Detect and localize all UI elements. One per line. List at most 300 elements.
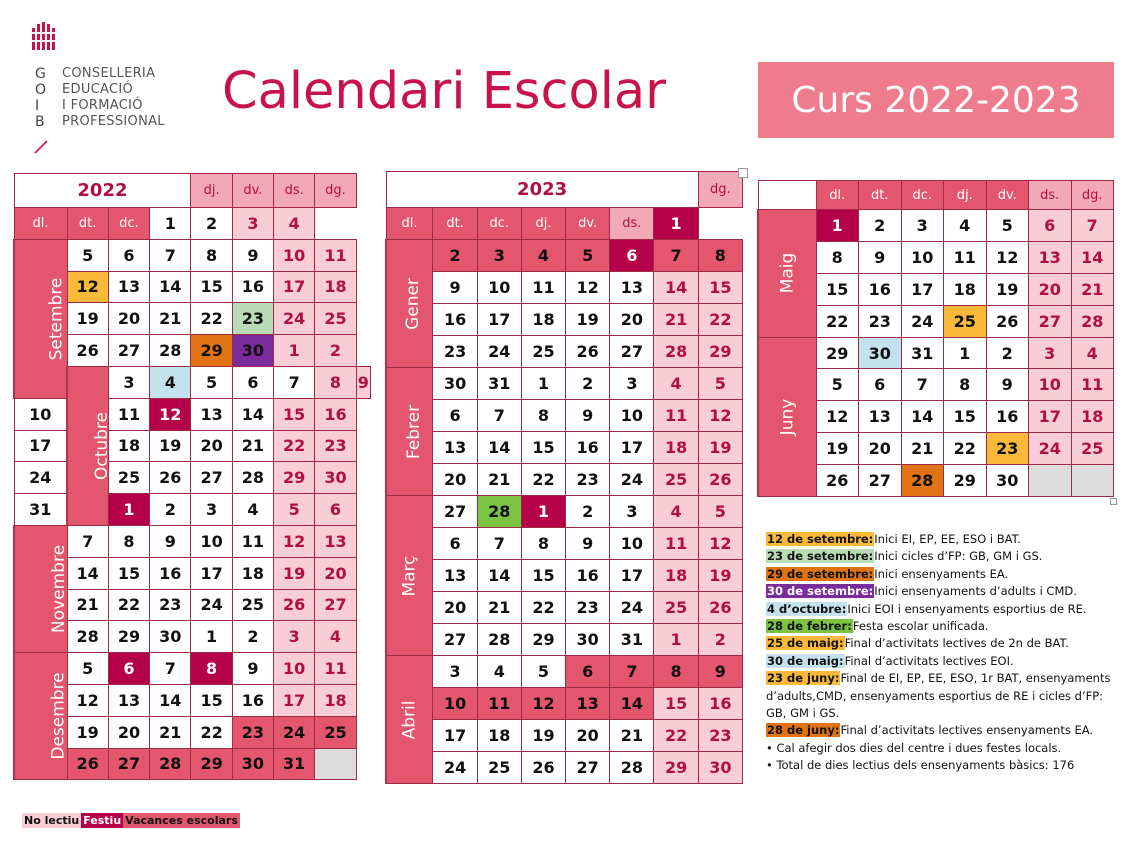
week-row <box>386 720 743 752</box>
legend-date: 28 de juny: <box>767 723 840 738</box>
weekday-header: dt. <box>67 208 108 240</box>
legend-item <box>766 618 1126 635</box>
day-cell: 16 <box>698 688 742 720</box>
legend-date: 28 de febrer: <box>767 619 852 634</box>
month-name: Juny <box>777 398 798 436</box>
week-row <box>386 528 743 560</box>
week-row <box>386 656 743 688</box>
day-cell: 29 <box>654 752 698 784</box>
legend-item <box>766 653 1126 670</box>
day-cell: 6 <box>108 239 149 271</box>
day-cell: 24 <box>901 305 944 337</box>
day-cell: 9 <box>566 528 610 560</box>
day-cell: 23 <box>566 464 610 496</box>
day-cell: 19 <box>274 557 315 589</box>
day-cell: 6 <box>232 366 273 398</box>
logo-letters <box>35 66 46 130</box>
day-cell: 2 <box>566 368 610 400</box>
legend-text: Inici EI, EP, EE, ESO i BAT. <box>874 532 1021 546</box>
day-cell: 31 <box>274 748 315 780</box>
day-cell: 29 <box>108 621 149 653</box>
day-cell: 17 <box>433 720 477 752</box>
day-cell: 24 <box>274 716 315 748</box>
day-cell: 22 <box>521 592 565 624</box>
month-label <box>14 525 70 652</box>
day-cell: 22 <box>521 464 565 496</box>
day-cell: 28 <box>477 496 521 528</box>
week-row <box>386 208 743 240</box>
logo-letter: B <box>35 114 45 130</box>
legend-date: 30 de setembre: <box>767 584 874 599</box>
day-cell: 14 <box>610 688 654 720</box>
day-cell: 13 <box>315 525 356 557</box>
day-cell: 25 <box>1071 433 1114 465</box>
key-no-lectiu: No lectiu <box>24 814 80 827</box>
day-cell: 14 <box>232 398 273 430</box>
day-cell: 3 <box>477 240 521 272</box>
day-cell: 18 <box>477 720 521 752</box>
day-cell: 6 <box>433 400 477 432</box>
day-cell: 6 <box>859 369 902 401</box>
legend-item <box>766 635 1126 652</box>
day-cell: 6 <box>315 494 356 526</box>
day-cell: 17 <box>191 557 232 589</box>
day-cell: 16 <box>566 560 610 592</box>
day-cell: 12 <box>986 241 1029 273</box>
weekday-header: dc. <box>477 208 521 240</box>
day-cell: 1 <box>274 335 315 367</box>
legend-text: Final d’activitats lectives ensenyaments EA. <box>840 723 1094 738</box>
day-cell: 26 <box>816 465 859 497</box>
day-cell: 16 <box>566 432 610 464</box>
day-cell: 26 <box>521 752 565 784</box>
month-name: Març <box>399 554 420 597</box>
day-cell: 24 <box>191 589 232 621</box>
day-cell: 14 <box>477 432 521 464</box>
day-cell: 4 <box>654 496 698 528</box>
day-cell: 9 <box>232 653 273 685</box>
day-cell: 29 <box>191 335 232 367</box>
day-cell: 3 <box>433 656 477 688</box>
week-row <box>386 304 743 336</box>
day-cell: 15 <box>521 560 565 592</box>
day-cell: 20 <box>433 592 477 624</box>
day-cell: 20 <box>108 303 149 335</box>
day-cell: 10 <box>901 241 944 273</box>
week-row <box>386 368 743 400</box>
day-cell: 13 <box>108 271 149 303</box>
day-cell: 18 <box>1071 401 1114 433</box>
day-cell: 8 <box>108 525 149 557</box>
logo-slash-icon <box>34 140 48 154</box>
day-cell: 2 <box>859 210 902 242</box>
day-cell: 5 <box>191 366 232 398</box>
day-cell: 19 <box>521 720 565 752</box>
day-cell: 11 <box>315 239 356 271</box>
week-row <box>386 592 743 624</box>
legend-item <box>766 566 1126 583</box>
day-cell: 19 <box>698 560 742 592</box>
day-cell: 27 <box>433 624 477 656</box>
day-cell: 8 <box>654 656 698 688</box>
day-cell: 19 <box>67 716 108 748</box>
day-cell: 25 <box>315 716 356 748</box>
legend-text: Inici ensenyaments d’adults i CMD. <box>874 584 1077 599</box>
day-cell: 5 <box>566 240 610 272</box>
legend-date: 30 de maig: <box>767 653 844 668</box>
day-cell: 10 <box>610 400 654 432</box>
day-cell: 12 <box>698 528 742 560</box>
week-row <box>386 464 743 496</box>
day-cell: 7 <box>150 239 191 271</box>
day-cell: 3 <box>901 210 944 242</box>
weekday-header: dj. <box>521 208 565 240</box>
day-cell: 10 <box>610 528 654 560</box>
legend-date: 29 de setembre: <box>767 566 874 581</box>
day-cell: 21 <box>477 464 521 496</box>
logo-letter: G <box>35 66 46 82</box>
day-cell: 12 <box>67 684 108 716</box>
day-cell: 21 <box>150 303 191 335</box>
legend-text: Inici ensenyaments EA. <box>874 566 1009 581</box>
day-cell: 28 <box>610 752 654 784</box>
day-cell: 12 <box>150 398 191 430</box>
day-cell: 4 <box>654 368 698 400</box>
day-cell: 24 <box>477 336 521 368</box>
day-cell: 8 <box>944 369 987 401</box>
day-cell: 22 <box>654 720 698 752</box>
month-name: Abril <box>399 700 420 739</box>
day-cell: 1 <box>150 208 191 240</box>
year-label: 2023 <box>386 172 698 208</box>
day-cell: 29 <box>521 624 565 656</box>
legend-item <box>766 722 1126 739</box>
week-row <box>386 624 743 656</box>
day-cell: 1 <box>191 621 232 653</box>
day-cell: 20 <box>566 720 610 752</box>
day-cell: 20 <box>1029 273 1072 305</box>
day-cell: 27 <box>610 336 654 368</box>
day-cell: 17 <box>274 684 315 716</box>
legend-date: 23 de juny: <box>767 671 840 686</box>
day-cell: 17 <box>610 432 654 464</box>
legend-item <box>766 548 1126 565</box>
weekday-header: dc. <box>901 181 944 210</box>
day-cell: 2 <box>150 494 191 526</box>
week-row <box>386 400 743 432</box>
day-cell: 23 <box>566 592 610 624</box>
weekday-header: dl. <box>816 181 859 210</box>
day-cell: 11 <box>315 653 356 685</box>
week-row <box>386 560 743 592</box>
day-cell: 8 <box>191 653 232 685</box>
day-cell: 22 <box>191 303 232 335</box>
table-resize-handle[interactable] <box>1110 498 1117 505</box>
logo-emblem-icon <box>32 22 58 54</box>
day-cell: 11 <box>1071 369 1114 401</box>
day-cell: 24 <box>610 592 654 624</box>
day-cell: 11 <box>521 272 565 304</box>
day-cell: 8 <box>191 239 232 271</box>
day-cell: 22 <box>108 589 149 621</box>
day-cell: 27 <box>566 752 610 784</box>
day-cell: 21 <box>610 720 654 752</box>
day-cell: 5 <box>67 239 108 271</box>
day-cell: 30 <box>433 368 477 400</box>
day-cell: 5 <box>986 210 1029 242</box>
day-cell: 29 <box>944 465 987 497</box>
day-cell: 22 <box>191 716 232 748</box>
day-cell: 28 <box>150 335 191 367</box>
month-name: Desembre <box>48 672 69 760</box>
weekday-header: dc. <box>108 208 149 240</box>
legend-date: 25 de maig: <box>767 636 844 651</box>
day-cell: 29 <box>698 336 742 368</box>
day-cell: 6 <box>433 528 477 560</box>
day-cell: 15 <box>108 557 149 589</box>
legend-date: 23 de setembre: <box>767 549 874 564</box>
day-cell: 6 <box>1029 210 1072 242</box>
day-cell: 9 <box>986 369 1029 401</box>
day-cell: 10 <box>14 398 67 430</box>
day-cell: 30 <box>698 752 742 784</box>
day-cell: 25 <box>654 592 698 624</box>
day-cell: 14 <box>901 401 944 433</box>
day-cell: 1 <box>816 210 859 242</box>
day-cell: 9 <box>356 366 370 398</box>
day-cell: 27 <box>1029 305 1072 337</box>
week-row <box>386 688 743 720</box>
day-cell: 3 <box>1029 337 1072 369</box>
weekday-header: dg. <box>315 174 356 208</box>
day-cell: 10 <box>1029 369 1072 401</box>
day-cell: 18 <box>232 557 273 589</box>
day-cell: 9 <box>150 525 191 557</box>
day-cell: 14 <box>1071 241 1114 273</box>
day-cell: 7 <box>67 525 108 557</box>
day-cell: 31 <box>14 494 67 526</box>
day-cell: 29 <box>816 337 859 369</box>
day-cell: 8 <box>816 241 859 273</box>
day-cell: 20 <box>859 433 902 465</box>
day-cell: 15 <box>944 401 987 433</box>
day-cell: 24 <box>610 464 654 496</box>
header-corner <box>758 181 816 210</box>
day-cell: 26 <box>698 592 742 624</box>
day-cell: 23 <box>986 433 1029 465</box>
day-cell: 7 <box>477 400 521 432</box>
day-cell: 5 <box>816 369 859 401</box>
day-cell: 13 <box>859 401 902 433</box>
day-cell: 18 <box>315 271 356 303</box>
day-cell: 6 <box>566 656 610 688</box>
weekday-header: dv. <box>232 174 273 208</box>
day-cell: 13 <box>566 688 610 720</box>
day-cell: 20 <box>433 464 477 496</box>
day-cell: 9 <box>859 241 902 273</box>
day-cell: 19 <box>566 304 610 336</box>
week-row <box>14 653 371 685</box>
day-cell: 1 <box>654 208 698 240</box>
day-cell: 30 <box>232 335 273 367</box>
day-cell: 27 <box>191 462 232 494</box>
day-cell: 4 <box>477 656 521 688</box>
day-cell: 10 <box>433 688 477 720</box>
day-cell: 18 <box>654 560 698 592</box>
day-cell: 21 <box>150 716 191 748</box>
day-cell: 20 <box>191 430 232 462</box>
day-cell: 7 <box>654 240 698 272</box>
day-cell: 23 <box>232 303 273 335</box>
legend-item <box>766 601 1126 618</box>
day-cell: 25 <box>232 589 273 621</box>
month-label <box>14 239 67 398</box>
day-cell <box>1071 465 1114 497</box>
legend-note: • Total de dies lectius dels ensenyaments bàsics: 176 <box>766 758 1075 773</box>
day-cell: 15 <box>521 432 565 464</box>
day-cell: 12 <box>566 272 610 304</box>
logo-word: CONSELLERIA <box>62 66 156 81</box>
weekday-header: dt. <box>433 208 477 240</box>
day-cell: 5 <box>698 496 742 528</box>
day-cell: 1 <box>521 496 565 528</box>
day-cell: 19 <box>698 432 742 464</box>
legend-item <box>766 670 1126 722</box>
week-row <box>386 336 743 368</box>
day-cell: 21 <box>67 589 108 621</box>
day-cell: 8 <box>521 400 565 432</box>
day-cell: 25 <box>108 462 149 494</box>
day-cell: 28 <box>477 624 521 656</box>
day-cell: 7 <box>477 528 521 560</box>
legend <box>766 531 1126 775</box>
day-cell: 18 <box>944 273 987 305</box>
day-cell: 30 <box>859 337 902 369</box>
day-cell: 3 <box>610 496 654 528</box>
day-cell: 31 <box>610 624 654 656</box>
year-label: 2022 <box>14 174 191 208</box>
day-cell: 18 <box>315 684 356 716</box>
month-label <box>14 653 67 780</box>
legend-date: 4 d’octubre: <box>767 601 847 616</box>
day-cell: 12 <box>521 688 565 720</box>
day-cell: 23 <box>232 716 273 748</box>
legend-text: Final d’activitats lectives de 2n de BAT. <box>844 636 1069 651</box>
weekday-header: dt. <box>859 181 902 210</box>
day-cell: 20 <box>108 716 149 748</box>
day-cell: 11 <box>477 688 521 720</box>
day-cell: 25 <box>654 464 698 496</box>
day-cell: 25 <box>315 303 356 335</box>
day-cell: 26 <box>986 305 1029 337</box>
weekday-header: dv. <box>566 208 610 240</box>
month-label <box>67 366 113 525</box>
day-cell: 24 <box>1029 433 1072 465</box>
day-cell: 3 <box>232 208 273 240</box>
day-cell: 5 <box>521 656 565 688</box>
day-cell: 1 <box>521 368 565 400</box>
day-cell: 28 <box>150 748 191 780</box>
day-cell: 27 <box>859 465 902 497</box>
page-title: Calendari Escolar <box>222 62 667 121</box>
day-cell: 27 <box>108 335 149 367</box>
day-cell: 11 <box>232 525 273 557</box>
day-cell: 15 <box>191 684 232 716</box>
day-cell: 24 <box>14 462 67 494</box>
weekday-header: dv. <box>986 181 1029 210</box>
day-cell: 17 <box>274 271 315 303</box>
day-cell: 7 <box>274 366 315 398</box>
day-cell: 9 <box>566 400 610 432</box>
day-cell: 14 <box>150 684 191 716</box>
day-cell: 1 <box>654 624 698 656</box>
day-cell: 4 <box>1071 337 1114 369</box>
month-name: Octubre <box>92 411 113 480</box>
day-cell: 15 <box>816 273 859 305</box>
day-cell: 8 <box>698 240 742 272</box>
day-cell: 1 <box>944 337 987 369</box>
color-key <box>22 813 240 828</box>
day-cell: 5 <box>274 494 315 526</box>
day-cell: 21 <box>1071 273 1114 305</box>
day-cell: 15 <box>274 398 315 430</box>
day-cell: 7 <box>150 653 191 685</box>
day-cell: 3 <box>191 494 232 526</box>
day-cell: 17 <box>901 273 944 305</box>
day-cell: 23 <box>859 305 902 337</box>
month-name: Setembre <box>46 277 67 361</box>
day-cell: 2 <box>433 240 477 272</box>
day-cell: 22 <box>944 433 987 465</box>
day-cell: 5 <box>698 368 742 400</box>
day-cell: 21 <box>477 592 521 624</box>
day-cell: 12 <box>67 271 108 303</box>
day-cell: 25 <box>477 752 521 784</box>
day-cell: 11 <box>108 398 149 430</box>
calendar-maig-juny <box>757 180 1114 497</box>
week-row <box>758 337 1114 369</box>
day-cell: 7 <box>901 369 944 401</box>
day-cell: 14 <box>150 271 191 303</box>
month-label <box>386 656 433 784</box>
day-cell: 26 <box>67 748 108 780</box>
legend-text: Final de EI, EP, EE, ESO, 1r BAT, ensenyaments d’adults,CMD, ensenyaments esportius de RE i cicles d’FP: GB, GM i GS. <box>766 671 1111 721</box>
day-cell: 19 <box>150 430 191 462</box>
day-cell: 23 <box>315 430 356 462</box>
table-move-handle[interactable] <box>738 168 748 178</box>
day-cell: 2 <box>191 208 232 240</box>
day-cell: 28 <box>67 621 108 653</box>
day-cell: 13 <box>433 560 477 592</box>
legend-date: 12 de setembre: <box>767 532 874 546</box>
week-row <box>386 752 743 784</box>
day-cell: 16 <box>433 304 477 336</box>
day-cell: 18 <box>654 432 698 464</box>
day-cell: 2 <box>698 624 742 656</box>
legend-text: Inici EOI i ensenyaments esportius de RE. <box>847 601 1087 616</box>
day-cell: 11 <box>654 400 698 432</box>
day-cell: 2 <box>566 496 610 528</box>
day-cell: 23 <box>150 589 191 621</box>
weekday-header: ds. <box>274 174 315 208</box>
day-cell: 31 <box>901 337 944 369</box>
day-cell: 9 <box>698 656 742 688</box>
day-cell: 17 <box>14 430 67 462</box>
logo-letter: I <box>35 98 40 114</box>
logo-word: PROFESSIONAL <box>62 114 165 129</box>
day-cell: 7 <box>1071 210 1114 242</box>
legend-note: • Cal afegir dos dies del centre i dues festes locals. <box>766 740 1062 755</box>
